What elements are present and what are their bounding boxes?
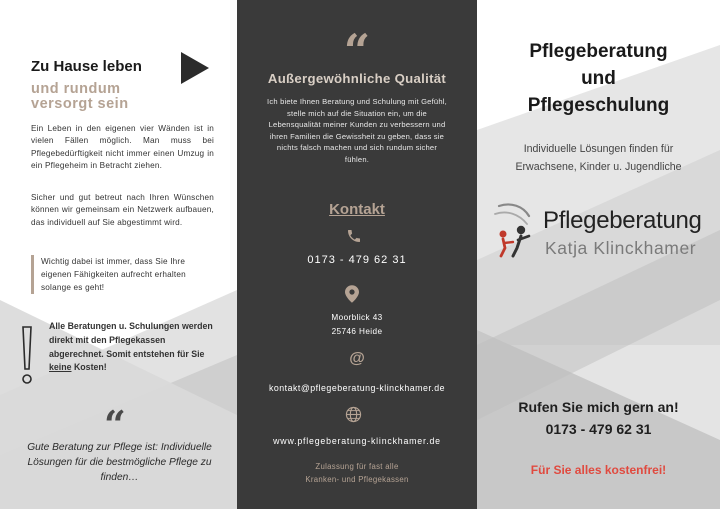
logo-subname: Katja Klinckhamer <box>545 238 697 258</box>
contact-phone[interactable]: 0173 - 479 62 31 <box>307 254 407 266</box>
free-of-charge-note: Für Sie alles kostenfrei! <box>530 463 667 477</box>
quality-text: Ich biete Ihnen Beratung und Schulung mit Gefühl, stelle mich auf die Situation ein, um die Lebensqualität meiner Kunden zu verbessern und ihren Familien die Gewissheit zu geben, dass sie nichts falsch machen und sich rundum sicher fühlen. <box>267 97 447 164</box>
phone-icon <box>346 228 362 244</box>
exclamation-icon <box>19 325 35 387</box>
quality-title: Außergewöhnliche Qualität <box>267 71 447 86</box>
insurance-note-line-2: Kranken- und Pflegekassen <box>305 474 409 484</box>
main-title <box>477 38 720 119</box>
main-subtitle <box>483 140 714 176</box>
insurance-note-line-1: Zulassung für fast alle <box>315 462 399 471</box>
left-subtitle: und rundum versorgt sein <box>31 81 129 112</box>
kontakt-heading: Kontakt <box>329 201 385 218</box>
contact-website[interactable]: www.pflegeberatung-klinckhamer.de <box>273 436 441 446</box>
contact-address <box>237 311 477 338</box>
location-pin-icon <box>345 285 359 303</box>
insurance-note <box>237 461 477 486</box>
billing-notice <box>49 320 219 375</box>
at-icon: @ <box>349 350 365 367</box>
main-subtitle-line-1: Individuelle Lösungen finden für <box>523 143 674 155</box>
left-title: Zu Hause leben <box>31 58 142 75</box>
call-text: Rufen Sie mich gern an! <box>518 399 679 415</box>
globe-icon <box>345 406 362 423</box>
call-phone[interactable]: 0173 - 479 62 31 <box>545 421 652 437</box>
left-highlight-quote: Wichtig dabei ist immer, dass Sie Ihre eigenen Fähigkeiten aufrecht erhalten solange es geht! <box>31 255 211 294</box>
play-triangle-icon <box>181 52 211 84</box>
billing-notice-text-2: Kosten! <box>71 362 107 373</box>
main-title-line-3: Pflegeschulung <box>527 95 670 116</box>
billing-notice-text-1: Alle Beratungen u. Schulungen werden direkt mit den Pflegekassen abgerechnet. Somit entstehen für Sie <box>49 321 213 359</box>
left-quote-mark: “ <box>104 402 126 447</box>
main-subtitle-line-2: Erwachsene, Kinder u. Jugendliche <box>515 161 682 173</box>
address-street: Moorblick 43 <box>331 313 383 322</box>
logo-name: Pflegeberatung <box>543 207 702 234</box>
main-title-line-2: und <box>581 68 616 89</box>
call-to-action <box>477 396 720 440</box>
left-paragraph-2: Sicher und gut betreut nach Ihren Wünschen können wir gemeinsam ein Netzwerk aufbauen, das individuell auf Sie abgestimmt wird. <box>31 193 214 227</box>
billing-notice-emphasis: keine <box>49 362 72 373</box>
main-title-line-1: Pflegeberatung <box>529 41 668 62</box>
right-panel <box>477 0 720 509</box>
middle-quote-mark: “ <box>343 24 371 78</box>
left-bottom-quote: Gute Beratung zur Pflege ist: Individuelle Lösungen für die bestmögliche Pflege zu finden… <box>27 442 212 483</box>
contact-email[interactable]: kontakt@pflegeberatung-klinckhamer.de <box>268 383 446 393</box>
logo-figure-icon <box>493 200 541 258</box>
left-paragraph-1: Ein Leben in den eigenen vier Wänden ist in vielen Fällen möglich. Man muss bei Pflegebedürftigkeit nicht immer einen Umzug in ein Pflegeheim in Betracht ziehen. <box>31 124 214 171</box>
address-city: 25746 Heide <box>331 326 383 336</box>
left-panel <box>0 0 237 509</box>
middle-panel <box>237 0 477 509</box>
